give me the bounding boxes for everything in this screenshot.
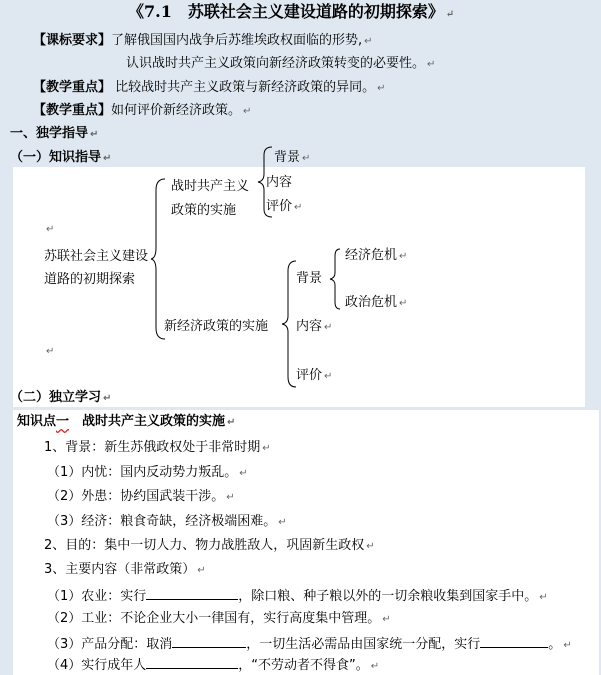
tree-nep-background: 背景 xyxy=(296,271,323,286)
knowledge-point-1-title: 知识点一 战时共产主义政策的实施 ↵ xyxy=(17,414,236,429)
kp1-background: 1、背景：新生苏俄政权处于非常时期 ↵ xyxy=(44,440,271,455)
kp1-content-1: （1）农业：实行 ，除口粮、种子粮以外的一切余粮收集到国家手中。 ↵ xyxy=(47,589,548,604)
kp1-background-3: （3）经济：粮食奇缺，经济极端困难。 ↵ xyxy=(47,514,287,529)
section-heading-1-2: （二）独立学习 ↵ xyxy=(10,390,112,405)
focus-line-2: 【教学重点】如何评价新经济政策。 ↵ xyxy=(33,103,252,118)
tree-nep-pol-crisis: 政治危机 ↵ xyxy=(345,295,408,310)
section-heading-1-1: （一）知识指导 ↵ xyxy=(10,150,112,165)
kp1-content: 3、主要内容（非常政策） ↵ xyxy=(44,562,206,577)
requirements-line-1: 【课标要求】了解俄国国内战争后苏维埃政权面临的形势, ↵ xyxy=(33,33,373,48)
kp1-content-3: （3）产品分配：取消 ，一切生活必需品由国家统一分配，实行 。 ↵ xyxy=(47,637,572,652)
fill-blank-3[interactable] xyxy=(480,635,548,648)
tree-war-communism: 战时共产主义 政策的实施 xyxy=(171,179,250,218)
focus-line-1: 【教学重点】 比较战时共产主义政策与新经济政策的异同。 ↵ xyxy=(33,80,386,95)
kp1-goal: 2、目的：集中一切人力、物力战胜敌人，巩固新生政权 ↵ xyxy=(44,538,375,553)
requirements-label: 【课标要求】 xyxy=(33,33,112,48)
fill-blank-2[interactable] xyxy=(172,635,246,648)
tree-empty-mark: ↵ xyxy=(46,224,55,235)
tree-nep-content: 内容 ↵ xyxy=(296,319,333,334)
tree-nep: 新经济政策的实施 xyxy=(164,319,269,334)
root-brace xyxy=(151,178,169,340)
kp1-background-1: （1）内忧：国内反动势力叛乱。 ↵ xyxy=(47,465,248,480)
tree-war-background: 背景 ↵ xyxy=(274,150,311,165)
requirements-line-2: 认识战时共产主义政策向新经济政策转变的必要性。 ↵ xyxy=(126,56,436,71)
tree-empty-mark-2: ↵ xyxy=(46,346,55,357)
tree-nep-evaluation: 评价 ↵ xyxy=(296,368,333,383)
fill-blank-4[interactable] xyxy=(146,656,238,669)
kp1-content-2: （2）工业：不论企业大小一律国有，实行高度集中管理。 ↵ xyxy=(47,611,391,626)
tree-nep-econ-crisis: 经济危机 ↵ xyxy=(345,248,408,263)
tree-war-evaluation: 评价 ↵ xyxy=(266,199,303,214)
section-heading-1: 一、独学指导 ↵ xyxy=(10,126,99,141)
tree-war-content: 内容 xyxy=(266,175,293,190)
kp1-content-4: （4）实行成年人 ，“不劳动者不得食”。 ↵ xyxy=(47,658,380,673)
tree-root: 苏联社会主义建设 道路的初期探索 xyxy=(44,249,149,287)
nep-background-brace xyxy=(330,248,344,310)
document-title: 《7.1 苏联社会主义建设道路的初期探索》 ↵ xyxy=(128,2,455,21)
fill-blank-1[interactable] xyxy=(146,587,238,600)
kp1-background-2: （2）外患：协约国武装干涉。 ↵ xyxy=(47,489,235,504)
